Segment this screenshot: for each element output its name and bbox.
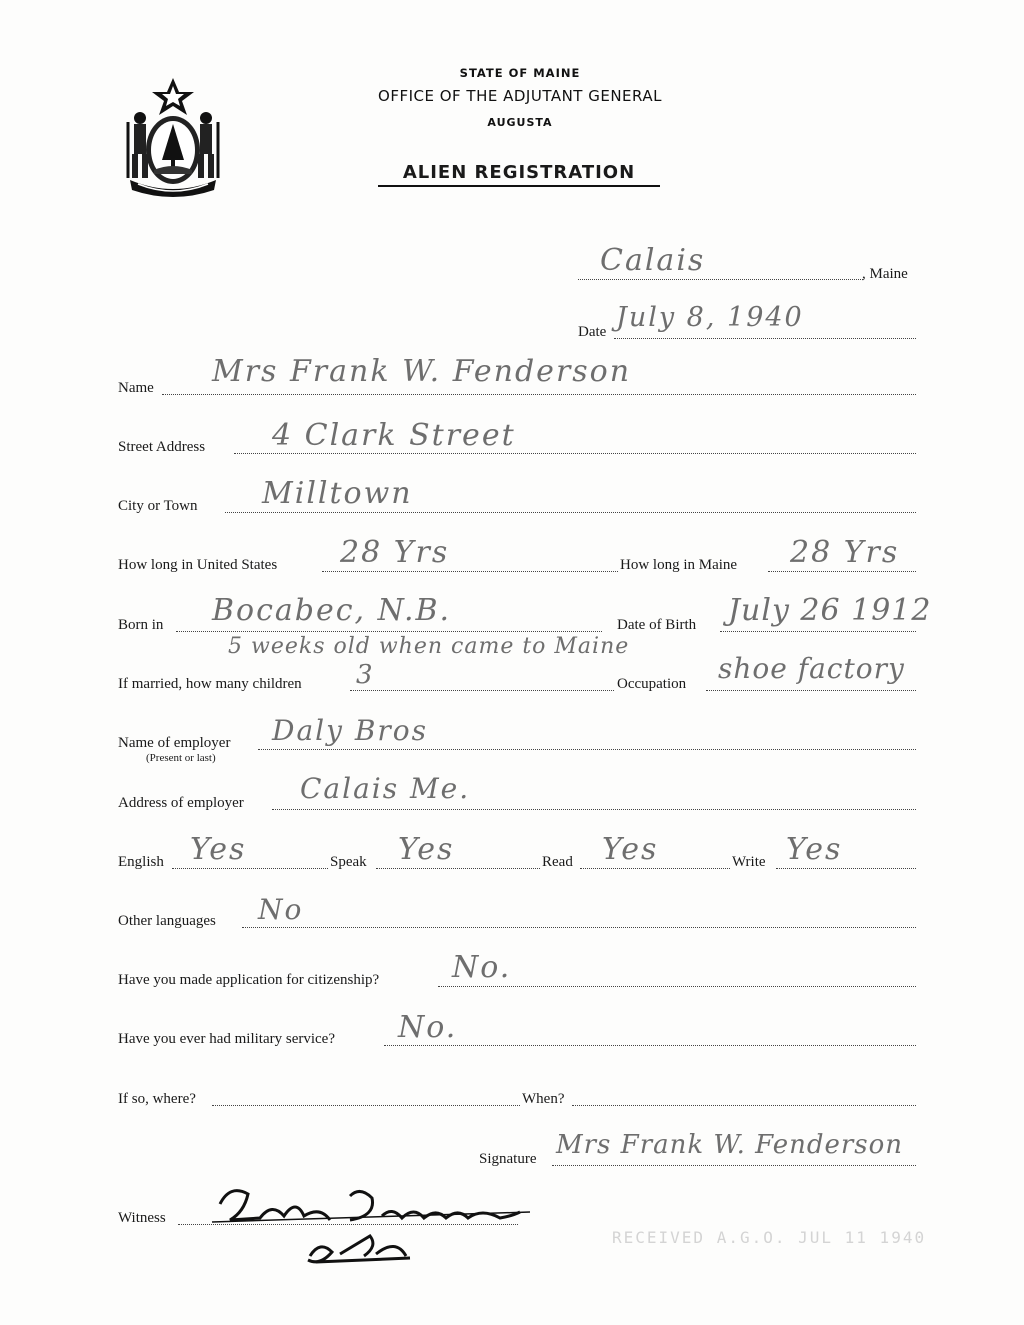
date-value: July 8, 1940 (616, 302, 804, 333)
city-line (225, 512, 916, 513)
place-label: , Maine (862, 266, 908, 282)
other-languages-value: No (258, 893, 304, 926)
city-label: City or Town (118, 498, 198, 514)
dob-value: July 26 1912 (728, 593, 932, 628)
employer-sublabel: (Present or last) (146, 752, 216, 764)
city-value: Milltown (262, 476, 413, 511)
write-value: Yes (786, 832, 843, 867)
occupation-label: Occupation (617, 676, 687, 692)
us-years-label: How long in United States (118, 557, 278, 573)
place-value: Calais (600, 243, 706, 278)
occupation-value: shoe factory (718, 652, 905, 685)
citizenship-value: No. (452, 950, 512, 985)
dob-label: Date of Birth (617, 617, 697, 633)
when-label: When? (522, 1091, 565, 1107)
other-languages-label: Other languages (118, 913, 216, 929)
header-city: AUGUSTA (487, 116, 553, 129)
header-office: OFFICE OF THE ADJUTANT GENERAL (378, 87, 662, 105)
children-label: If married, how many children (118, 676, 302, 692)
employer-address-value: Calais Me. (300, 772, 471, 805)
witness-signature-icon (200, 1176, 540, 1276)
military-line (384, 1045, 916, 1046)
read-value: Yes (602, 832, 659, 867)
write-line (776, 868, 916, 869)
when-line (572, 1105, 916, 1106)
read-label: Read (542, 854, 573, 870)
speak-value: Yes (398, 832, 455, 867)
english-value: Yes (190, 832, 247, 867)
us-years-line (322, 571, 618, 572)
me-years-label: How long in Maine (620, 557, 738, 573)
children-line (350, 690, 614, 691)
where-line (212, 1105, 520, 1106)
witness-label: Witness (118, 1210, 166, 1226)
header-state: STATE OF MAINE (459, 66, 581, 80)
children-value: 3 (356, 660, 375, 690)
street-value: 4 Clark Street (272, 418, 516, 453)
me-years-value: 28 Yrs (790, 535, 900, 570)
name-label: Name (118, 380, 154, 396)
military-value: No. (398, 1010, 458, 1045)
place-line (578, 279, 863, 280)
citizenship-label: Have you made application for citizenship? (118, 972, 380, 988)
received-stamp: RECEIVED A.G.O. JUL 11 1940 (612, 1228, 927, 1247)
form-title: ALIEN REGISTRATION (378, 162, 660, 187)
english-label: English (118, 854, 164, 870)
name-value: Mrs Frank W. Fenderson (212, 354, 632, 389)
write-label: Write (732, 854, 766, 870)
employer-line (258, 749, 916, 750)
dob-line (720, 631, 916, 632)
english-line (172, 868, 328, 869)
employer-label: Name of employer (118, 735, 231, 751)
signature-line (552, 1165, 916, 1166)
born-label: Born in (118, 617, 164, 633)
maine-state-seal-icon (118, 74, 228, 198)
date-label: Date (578, 324, 607, 340)
name-line (162, 394, 916, 395)
born-line (176, 631, 602, 632)
employer-address-label: Address of employer (118, 795, 244, 811)
other-languages-line (242, 927, 916, 928)
speak-label: Speak (330, 854, 367, 870)
date-line (614, 338, 916, 339)
citizenship-line (438, 986, 916, 987)
read-line (580, 868, 730, 869)
street-line (234, 453, 916, 454)
occupation-line (706, 690, 916, 691)
employer-value: Daly Bros (272, 714, 429, 747)
signature-label: Signature (479, 1151, 537, 1167)
us-years-value: 28 Yrs (340, 535, 450, 570)
employer-address-line (272, 809, 916, 810)
where-label: If so, where? (118, 1091, 196, 1107)
speak-line (376, 868, 540, 869)
signature-value: Mrs Frank W. Fenderson (556, 1130, 904, 1160)
born-value: Bocabec, N.B. (212, 593, 452, 628)
arrival-note: 5 weeks old when came to Maine (228, 634, 630, 659)
me-years-line (768, 571, 916, 572)
military-label: Have you ever had military service? (118, 1031, 335, 1047)
street-label: Street Address (118, 439, 206, 455)
